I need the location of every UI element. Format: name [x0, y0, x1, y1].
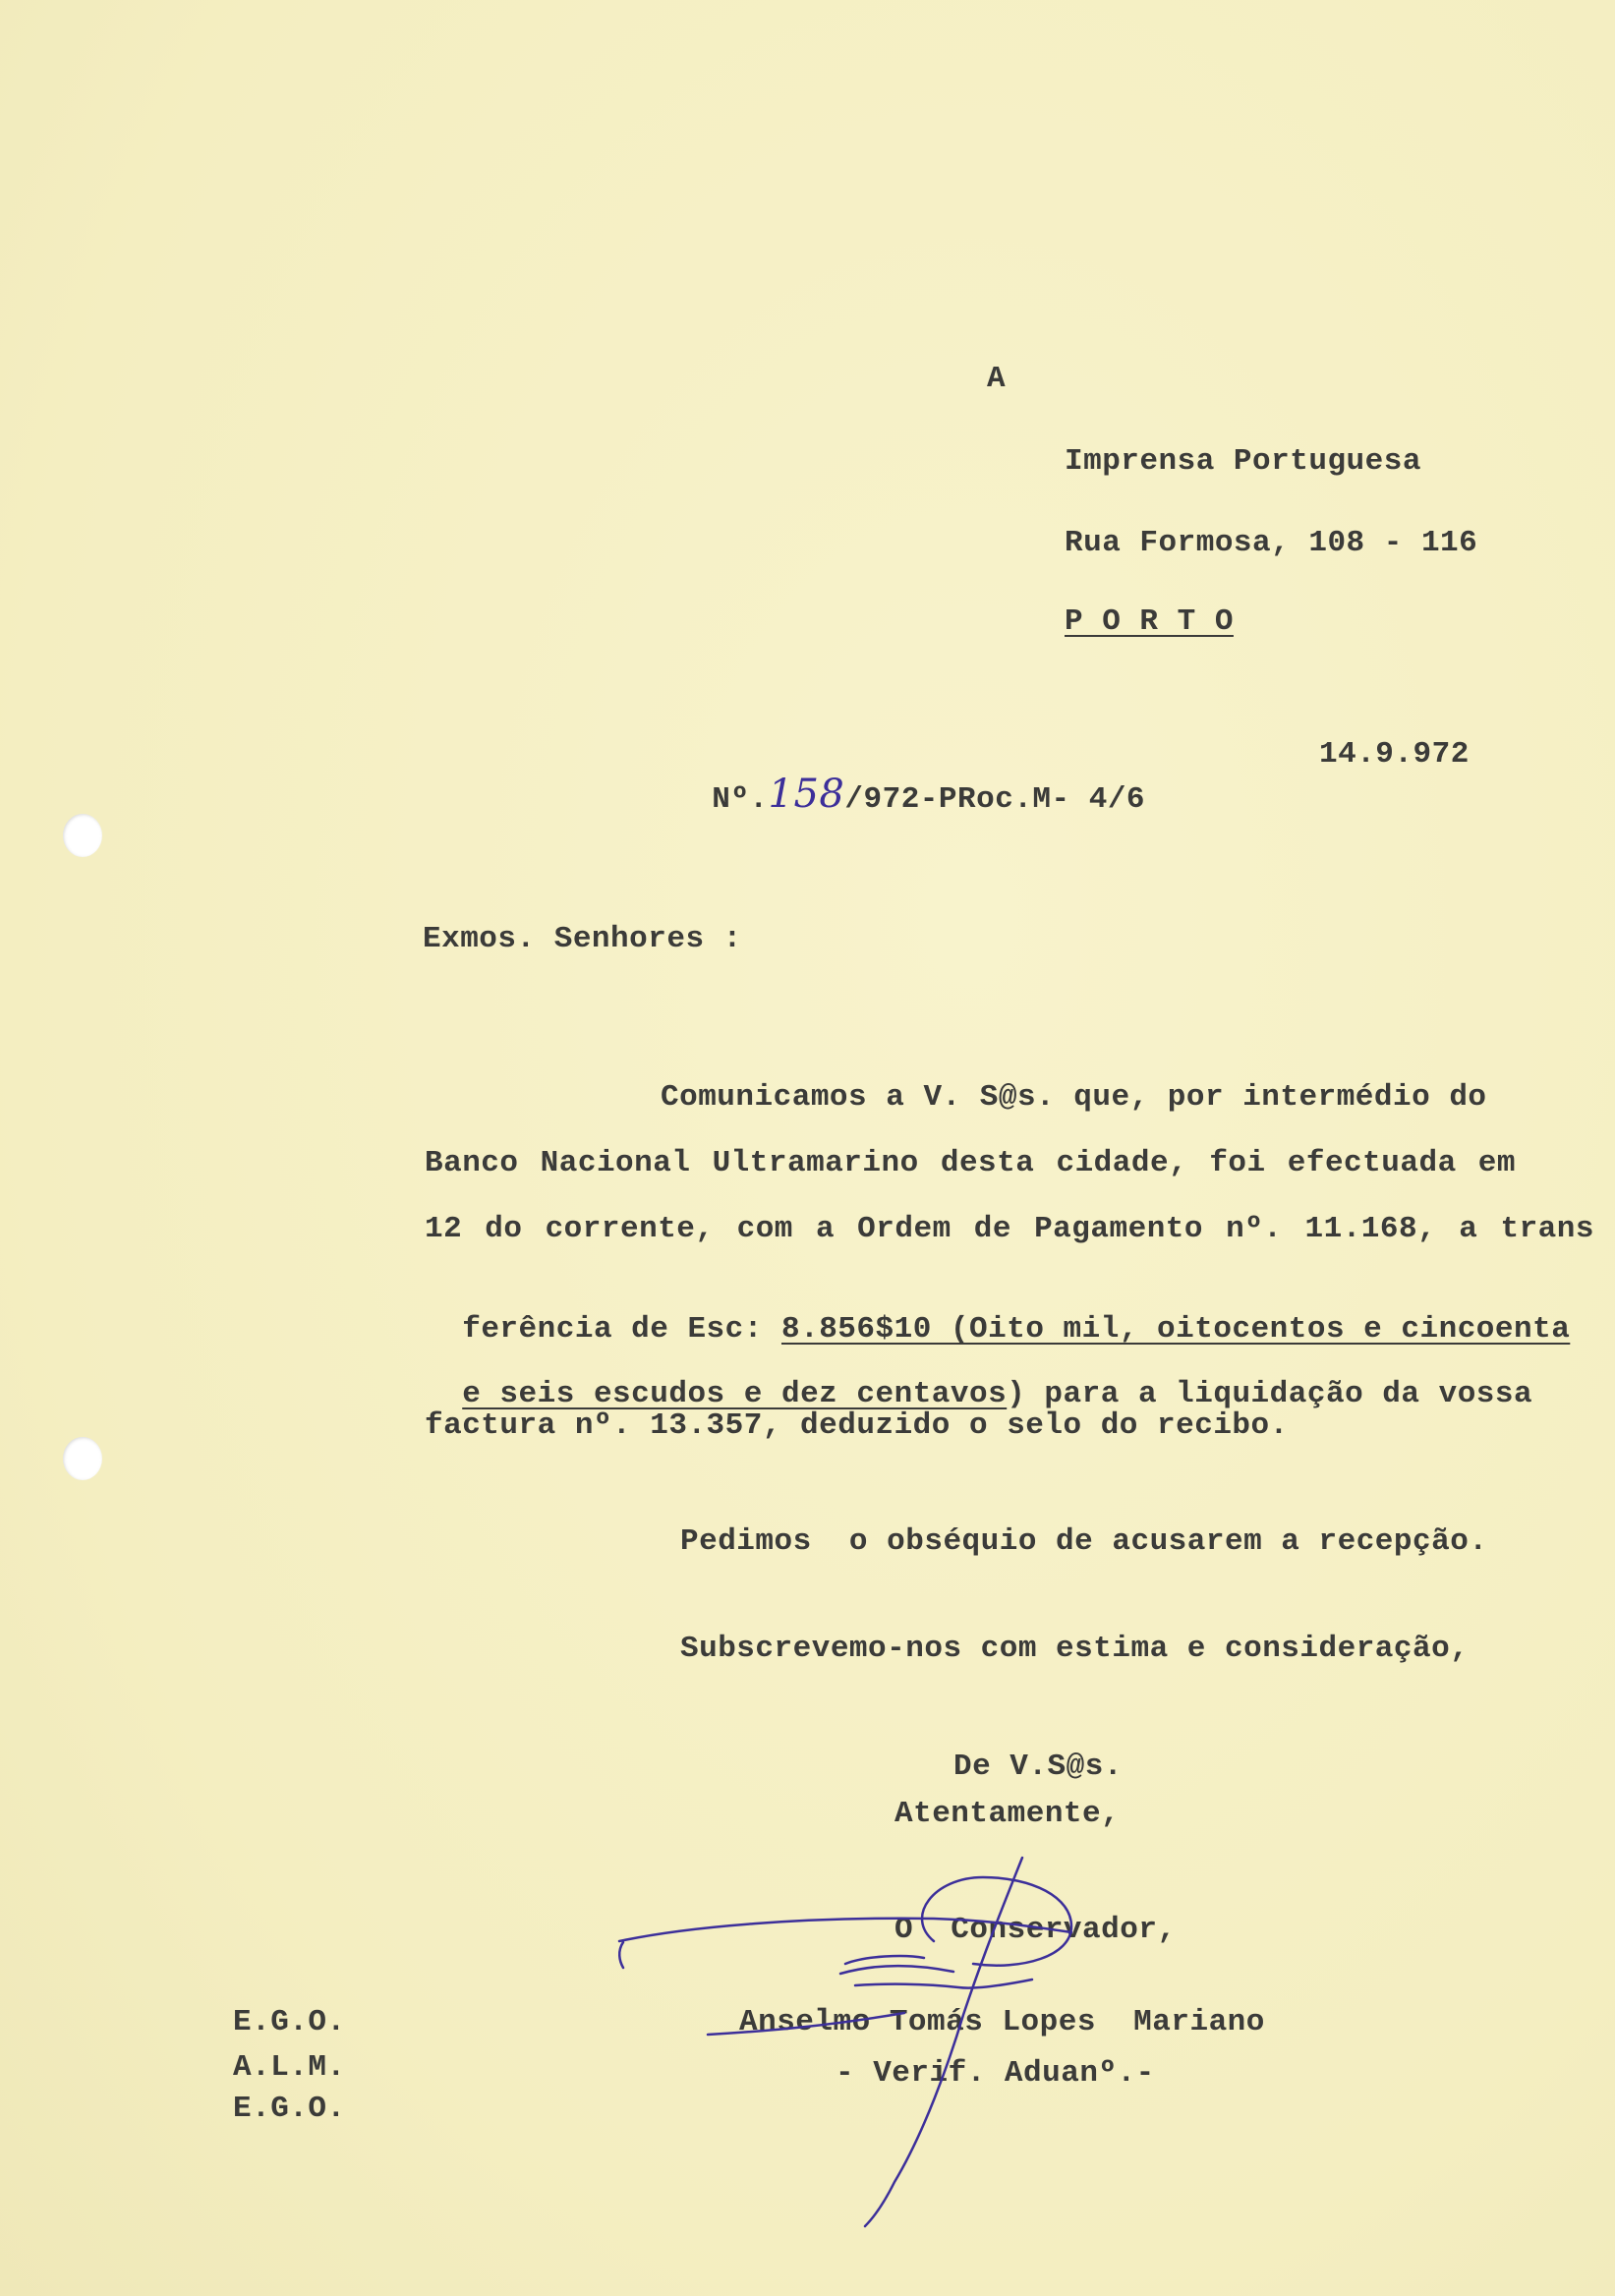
signature-line-1: De V.S@s.: [953, 1750, 1123, 1784]
recipient-city: P O R T O: [1065, 604, 1234, 639]
request-line: Pedimos o obséquio de acusarem a recepção.: [680, 1524, 1488, 1559]
transfer-amount-words-underlined: e seis escudos e dez centavos: [462, 1377, 1008, 1411]
body-line-1: Comunicamos a V. S@s. que, por intermédio do: [661, 1080, 1487, 1115]
transfer-amount-underlined: 8.856$10 (Oito mil, oitocentos e cincoenta: [780, 1312, 1571, 1347]
letter-date: 14.9.972: [1319, 737, 1470, 772]
signatory-name: Anselmo Tomás Lopes Mariano: [739, 2005, 1265, 2039]
body-line-4: [425, 1278, 1570, 1347]
recipient-company: Imprensa Portuguesa: [1065, 444, 1421, 479]
punch-hole-lower: [63, 1437, 102, 1480]
initials-3: E.G.O.: [233, 2092, 346, 2126]
handwritten-reference-number: 158: [768, 772, 845, 817]
handwritten-signature: [609, 1848, 1160, 2241]
reference-line: [674, 737, 1145, 817]
closing-line: Subscrevemo-nos com estima e consideração,: [680, 1632, 1470, 1666]
initials-1: E.G.O.: [233, 2005, 346, 2039]
reference-suffix: /972-PRoc.M- 4/6: [844, 782, 1146, 817]
body-line-5: [425, 1343, 1532, 1411]
signature-line-2: Atentamente,: [894, 1797, 1121, 1831]
greeting: Exmos. Senhores :: [423, 922, 742, 956]
transfer-label: ferência de Esc:: [462, 1312, 781, 1347]
body-line-2: Banco Nacional Ultramarino desta cidade, foi efectuada em: [425, 1146, 1516, 1180]
signatory-role: O Conservador,: [894, 1913, 1177, 1947]
punch-hole-upper: [63, 814, 102, 857]
body-line-3: 12 do corrente, com a Ordem de Pagamento nº. 11.168, a trans: [425, 1212, 1594, 1246]
recipient-address: Rua Formosa, 108 - 116: [1065, 526, 1478, 560]
reference-prefix: Nº.: [712, 782, 769, 817]
initials-2: A.L.M.: [233, 2050, 346, 2085]
recipient-salutation: A: [987, 362, 1007, 396]
body-line-6: factura nº. 13.357, deduzido o selo do recibo.: [425, 1408, 1289, 1443]
body-line-5-rest: ) para a liquidação da vossa: [1007, 1377, 1533, 1411]
signatory-subtitle: - Verif. Aduanº.-: [836, 2056, 1155, 2091]
